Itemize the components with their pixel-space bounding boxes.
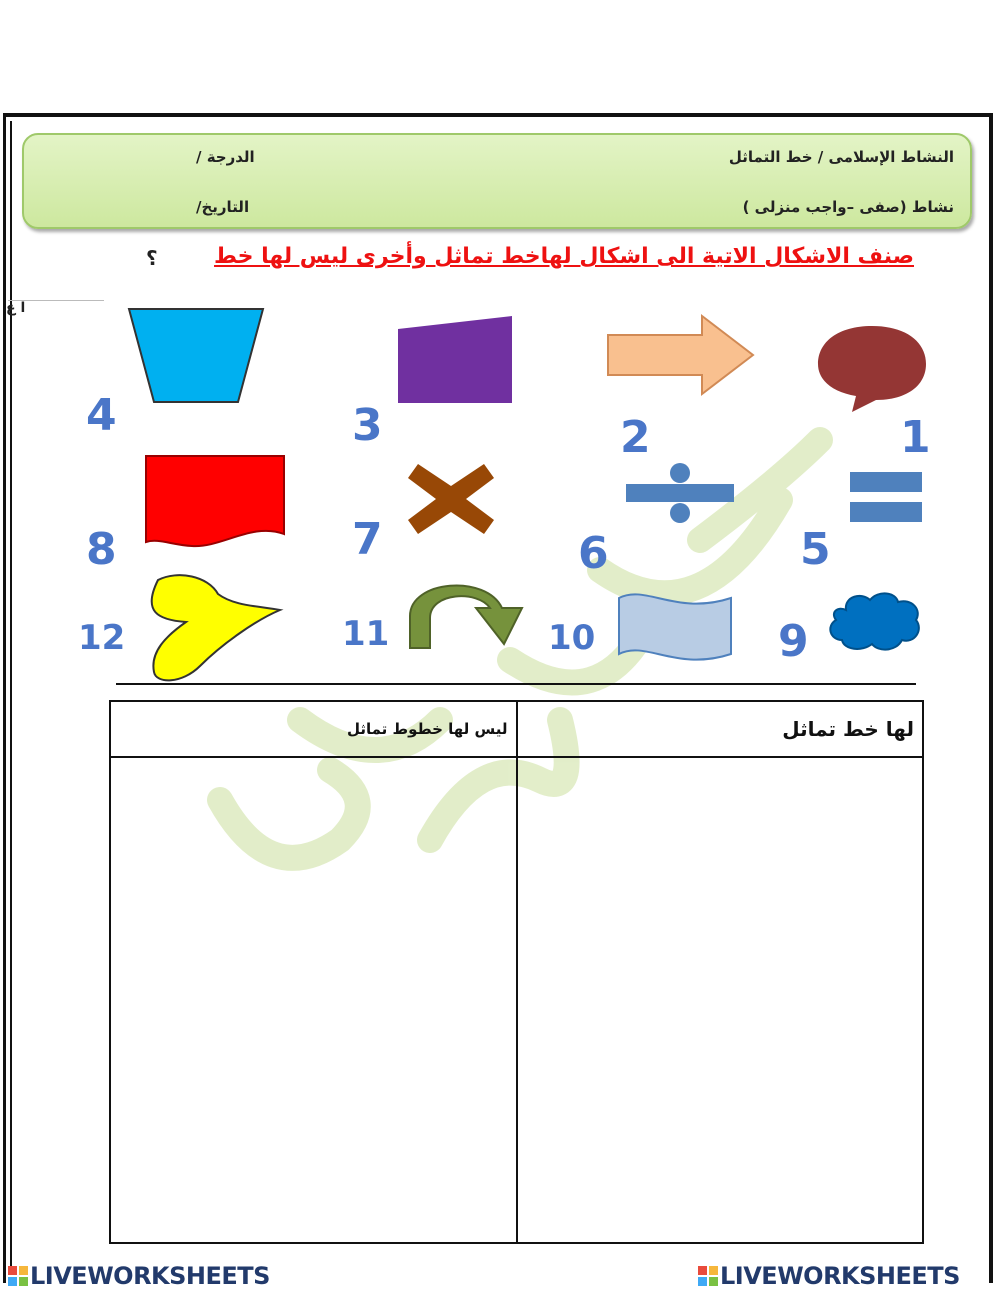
shape-number: 9 xyxy=(778,616,809,667)
shape-3-quadrilateral xyxy=(396,313,516,405)
activity-title: النشاط الإسلامى / خط التماثل xyxy=(728,148,954,166)
liveworksheets-logo-left: LIVEWORKSHEETS xyxy=(8,1262,270,1290)
drop-zone-not-symmetric[interactable] xyxy=(110,757,517,1243)
shape-number: 5 xyxy=(800,524,831,575)
shape-8-wavy-rectangle xyxy=(142,452,288,552)
date-label: التاريخ/ xyxy=(196,198,250,216)
shape-number: 10 xyxy=(548,618,596,658)
drop-zone-symmetric[interactable] xyxy=(517,757,924,1243)
shape-9-cloud xyxy=(826,588,924,654)
shape-6-division-sign xyxy=(624,462,736,524)
shape-2-arrow xyxy=(606,313,756,397)
liveworksheets-logo-icon xyxy=(8,1266,28,1286)
activity-type: نشاط (صفى –واجب منزلى ) xyxy=(742,198,954,216)
shape-1-speech-bubble xyxy=(816,322,928,414)
shape-7-multiplication-sign xyxy=(406,462,496,536)
instruction-text: صنف الاشكال الاتية الى اشكال لهاخط تماثل وأخرى ليس لها خط xyxy=(214,244,914,269)
shape-number: 1 xyxy=(900,412,931,463)
shape-number: 4 xyxy=(86,390,117,441)
shape-number: 11 xyxy=(342,614,390,654)
margin-note: ا ع xyxy=(6,300,26,316)
shape-12-irregular-shape xyxy=(138,572,284,684)
shape-number: 3 xyxy=(352,400,383,451)
shape-10-wave-banner xyxy=(616,588,734,664)
shape-number: 2 xyxy=(620,412,651,463)
shape-number: 7 xyxy=(352,514,383,565)
classification-table xyxy=(109,700,924,1244)
shape-number: 6 xyxy=(578,528,609,579)
liveworksheets-logo-right: LIVEWORKSHEETS xyxy=(698,1262,960,1290)
shape-4-trapezoid xyxy=(126,306,266,404)
inner-border xyxy=(10,121,12,1271)
question-mark: ؟ xyxy=(146,246,158,270)
shape-5-equals-sign xyxy=(848,470,924,526)
shape-11-curved-arrow xyxy=(406,570,532,652)
grade-label: الدرجة / xyxy=(196,148,255,166)
header-symmetric: لها خط تماثل xyxy=(517,701,924,757)
liveworksheets-logo-icon xyxy=(698,1266,718,1286)
separator-line xyxy=(116,683,916,685)
header-not-symmetric: ليس لها خطوط تماثل xyxy=(110,701,517,757)
shape-number: 12 xyxy=(78,618,126,658)
shape-number: 8 xyxy=(86,524,117,575)
